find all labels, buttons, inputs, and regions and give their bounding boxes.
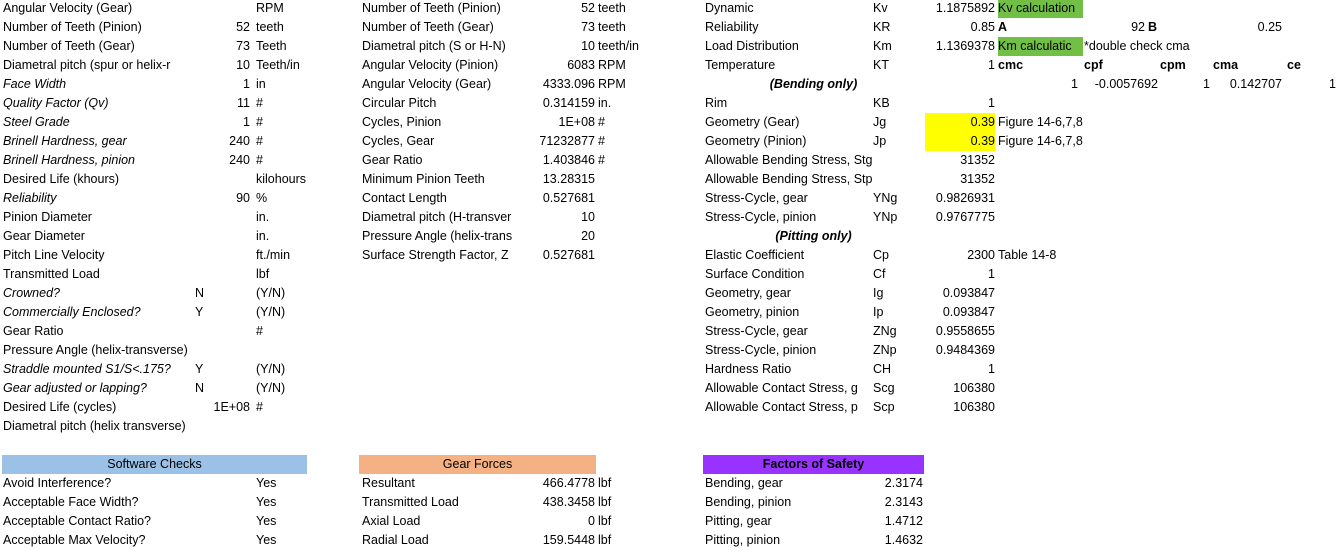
derived-label[interactable]: Circular Pitch [362, 96, 437, 110]
safety-value[interactable]: 1.4632 [884, 533, 923, 547]
input-unit[interactable]: kilohours [256, 172, 307, 186]
factor-label[interactable]: Stress-Cycle, gear [705, 191, 808, 205]
input-unit[interactable]: # [256, 134, 263, 148]
input-value[interactable] [195, 417, 250, 436]
input-value[interactable]: 1 [243, 77, 250, 91]
factor-symbol[interactable]: Jp [873, 134, 887, 148]
factor-label[interactable]: Rim [705, 96, 728, 110]
input-value[interactable] [195, 322, 250, 341]
factor-value[interactable]: 1 [988, 362, 995, 376]
factor-label[interactable]: Stress-Cycle, pinion [705, 343, 817, 357]
factor-note[interactable] [998, 151, 1108, 170]
input-value[interactable]: 11 [237, 96, 250, 110]
input-unit[interactable] [256, 417, 356, 436]
factor-symbol[interactable] [873, 151, 923, 170]
input-label[interactable]: Gear Ratio [3, 324, 64, 338]
derived-label[interactable]: Cycles, Pinion [362, 115, 442, 129]
factor-symbol[interactable]: ZNg [873, 324, 897, 338]
input-unit[interactable]: Teeth [256, 39, 287, 53]
input-label[interactable]: Gear adjusted or lapping? [3, 381, 147, 395]
derived-label[interactable]: Contact Length [362, 191, 447, 205]
derived-unit[interactable]: in. [598, 96, 612, 110]
factor-label[interactable]: Geometry, pinion [705, 305, 800, 319]
km-val-3[interactable]: 0.142707 [1229, 77, 1282, 91]
factor-note[interactable] [998, 189, 1108, 208]
factor-symbol[interactable]: CH [873, 362, 892, 376]
factor-symbol[interactable]: Jg [873, 115, 887, 129]
input-label[interactable]: Transmitted Load [3, 267, 100, 281]
input-value[interactable]: N [195, 286, 205, 300]
input-value[interactable]: 240 [229, 134, 250, 148]
derived-label[interactable]: Diametral pitch (S or H-N) [362, 39, 506, 53]
input-unit[interactable]: in [256, 77, 266, 91]
factor-symbol[interactable]: Scp [873, 400, 895, 414]
input-label[interactable]: Angular Velocity (Gear) [3, 1, 133, 15]
factor-label[interactable]: Reliability [705, 20, 759, 34]
km-note[interactable]: *double check cma [1084, 39, 1190, 53]
input-value[interactable]: 1E+08 [213, 400, 250, 414]
derived-value[interactable]: 4333.096 [542, 77, 595, 91]
input-label[interactable]: Quality Factor (Qv) [3, 96, 109, 110]
factor-value[interactable]: 0.9767775 [935, 210, 995, 224]
input-unit[interactable]: # [256, 115, 263, 129]
derived-unit[interactable]: teeth/in [598, 39, 640, 53]
factor-symbol[interactable] [873, 170, 923, 189]
km-cpm-header[interactable]: cpm [1160, 58, 1186, 72]
input-label[interactable]: Brinell Hardness, pinion [3, 153, 136, 167]
derived-value[interactable]: 71232877 [539, 134, 595, 148]
gear-force-unit[interactable]: lbf [598, 533, 612, 547]
gear-force-value[interactable]: 438.3458 [542, 495, 595, 509]
factor-label[interactable]: Stress-Cycle, pinion [705, 210, 817, 224]
input-value[interactable] [195, 227, 250, 246]
factor-note[interactable] [998, 379, 1108, 398]
derived-unit[interactable]: teeth [598, 20, 626, 34]
input-value[interactable] [195, 208, 250, 227]
input-label[interactable]: Desired Life (cycles) [3, 400, 117, 414]
input-label[interactable]: Steel Grade [3, 115, 70, 129]
factor-note[interactable] [998, 341, 1108, 360]
factor-symbol[interactable]: KR [873, 20, 891, 34]
factor-value[interactable]: 1.1875892 [935, 1, 995, 15]
input-unit[interactable]: # [256, 153, 263, 167]
software-check-value[interactable]: Yes [256, 514, 277, 528]
km-val-0[interactable]: 1 [1071, 77, 1078, 91]
factor-section-header[interactable]: (Pitting only) [775, 229, 852, 243]
factor-note[interactable] [998, 284, 1108, 303]
safety-label[interactable]: Bending, pinion [705, 495, 792, 509]
derived-value[interactable]: 73 [581, 20, 595, 34]
factor-value[interactable]: 0.39 [925, 132, 995, 151]
factor-value[interactable]: 31352 [960, 172, 995, 186]
gear-force-value[interactable]: 159.5448 [542, 533, 595, 547]
factor-symbol[interactable]: Kv [873, 1, 888, 15]
factor-label[interactable]: Hardness Ratio [705, 362, 792, 376]
km-b-label[interactable]: B [1148, 20, 1158, 34]
factor-value[interactable]: 0.9484369 [935, 343, 995, 357]
factor-value[interactable]: 106380 [953, 400, 995, 414]
input-unit[interactable]: (Y/N) [256, 305, 286, 319]
input-label[interactable]: Face Width [3, 77, 67, 91]
factor-symbol[interactable]: Km [873, 39, 892, 53]
input-value[interactable] [195, 246, 250, 265]
safety-value[interactable]: 2.3143 [884, 495, 923, 509]
factor-note[interactable]: A [998, 20, 1008, 34]
factor-label[interactable]: Stress-Cycle, gear [705, 324, 808, 338]
derived-label[interactable]: Number of Teeth (Gear) [362, 20, 494, 34]
software-check-value[interactable]: Yes [256, 533, 277, 547]
input-label[interactable]: Pressure Angle (helix-transverse) [3, 343, 188, 357]
factor-value[interactable]: 1.1369378 [935, 39, 995, 53]
factor-value[interactable]: 0.9826931 [935, 191, 995, 205]
factor-value[interactable]: 0.39 [925, 113, 995, 132]
factor-value[interactable]: 1 [988, 267, 995, 281]
input-value[interactable]: Y [195, 362, 204, 376]
software-checks-header[interactable]: Software Checks [2, 455, 307, 474]
input-label[interactable]: Number of Teeth (Pinion) [3, 20, 142, 34]
input-value[interactable]: 1 [243, 115, 250, 129]
derived-value[interactable]: 20 [581, 229, 595, 243]
derived-label[interactable]: Cycles, Gear [362, 134, 435, 148]
input-unit[interactable]: (Y/N) [256, 362, 286, 376]
gear-forces-header[interactable]: Gear Forces [359, 455, 596, 474]
factor-note[interactable]: Table 14-8 [998, 248, 1057, 262]
km-ce-header[interactable]: ce [1287, 58, 1301, 72]
input-unit[interactable]: lbf [256, 267, 270, 281]
software-check-label[interactable]: Acceptable Max Velocity? [3, 533, 146, 547]
derived-unit[interactable] [598, 208, 698, 227]
input-value[interactable]: N [195, 381, 205, 395]
derived-value[interactable]: 6083 [567, 58, 595, 72]
input-label[interactable]: Reliability [3, 191, 57, 205]
factor-symbol[interactable]: YNg [873, 191, 898, 205]
derived-value[interactable]: 52 [581, 1, 595, 15]
input-label[interactable]: Crowned? [3, 286, 60, 300]
input-unit[interactable]: # [256, 400, 263, 414]
input-unit[interactable] [256, 341, 356, 360]
input-label[interactable]: Number of Teeth (Gear) [3, 39, 135, 53]
input-unit[interactable]: RPM [256, 1, 284, 15]
factor-value[interactable]: 2300 [967, 248, 995, 262]
software-check-label[interactable]: Avoid Interference? [3, 476, 112, 490]
gear-force-unit[interactable]: lbf [598, 514, 612, 528]
safety-value[interactable]: 2.3174 [884, 476, 923, 490]
input-value[interactable]: 52 [236, 20, 250, 34]
input-label[interactable]: Pinion Diameter [3, 210, 92, 224]
factor-note[interactable] [998, 303, 1108, 322]
input-label[interactable]: Straddle mounted S1/S<.175? [3, 362, 171, 376]
derived-unit[interactable]: teeth [598, 1, 626, 15]
factor-label[interactable]: Dynamic [705, 1, 754, 15]
software-check-value[interactable]: Yes [256, 476, 277, 490]
factor-value[interactable]: 0.093847 [942, 286, 995, 300]
input-value[interactable] [195, 341, 250, 360]
gear-force-unit[interactable]: lbf [598, 495, 612, 509]
gear-force-value[interactable]: 0 [588, 514, 595, 528]
factor-section-header[interactable]: (Bending only) [769, 77, 858, 91]
derived-value[interactable]: 0.527681 [542, 248, 595, 262]
input-label[interactable]: Pitch Line Velocity [3, 248, 105, 262]
derived-unit[interactable] [598, 170, 698, 189]
factor-label[interactable]: Geometry, gear [705, 286, 791, 300]
derived-unit[interactable] [598, 227, 698, 246]
factor-value[interactable]: 0.9558655 [935, 324, 995, 338]
km-val-2[interactable]: 1 [1203, 77, 1210, 91]
derived-unit[interactable]: # [598, 153, 605, 167]
derived-label[interactable]: Diametral pitch (H-transver [362, 210, 512, 224]
gear-force-label[interactable]: Transmitted Load [362, 495, 459, 509]
factor-symbol[interactable]: Ip [873, 305, 884, 319]
derived-unit[interactable]: RPM [598, 77, 626, 91]
derived-label[interactable]: Angular Velocity (Gear) [362, 77, 492, 91]
factor-note[interactable] [998, 265, 1108, 284]
input-value[interactable]: 73 [236, 39, 250, 53]
factor-label[interactable]: Surface Condition [705, 267, 805, 281]
derived-unit[interactable]: RPM [598, 58, 626, 72]
factor-value[interactable]: 0.85 [970, 20, 995, 34]
factor-label[interactable]: Load Distribution [705, 39, 799, 53]
factor-symbol[interactable]: Ig [873, 286, 884, 300]
gear-force-label[interactable]: Resultant [362, 476, 415, 490]
factor-label[interactable]: Allowable Bending Stress, Stg [705, 153, 872, 167]
derived-value[interactable]: 10 [581, 210, 595, 224]
factor-label[interactable]: Allowable Contact Stress, g [705, 381, 858, 395]
input-unit[interactable]: in. [256, 210, 270, 224]
factor-value[interactable]: 0.093847 [942, 305, 995, 319]
gear-force-label[interactable]: Axial Load [362, 514, 421, 528]
km-cma-header[interactable]: cma [1213, 58, 1239, 72]
km-b2-value[interactable]: 0.25 [1257, 20, 1282, 34]
software-check-value[interactable]: Yes [256, 495, 277, 509]
factor-value[interactable]: 1 [988, 58, 995, 72]
input-value[interactable]: 10 [236, 58, 250, 72]
factor-symbol[interactable]: YNp [873, 210, 898, 224]
safety-value[interactable]: 1.4712 [884, 514, 923, 528]
derived-label[interactable]: Pressure Angle (helix-trans [362, 229, 513, 243]
factor-note[interactable]: cmc [998, 58, 1024, 72]
factor-symbol[interactable]: Scg [873, 381, 895, 395]
factor-label[interactable]: Allowable Bending Stress, Stp [705, 172, 872, 186]
km-val-4[interactable]: 1 [1329, 77, 1336, 91]
factor-symbol[interactable]: KT [873, 58, 889, 72]
factor-label[interactable]: Temperature [705, 58, 776, 72]
input-value[interactable] [195, 0, 250, 18]
input-value[interactable] [195, 265, 250, 284]
factor-note[interactable] [998, 360, 1108, 379]
factor-label[interactable]: Geometry (Pinion) [705, 134, 807, 148]
input-value[interactable] [195, 170, 250, 189]
input-unit[interactable]: teeth [256, 20, 284, 34]
factor-value[interactable]: 31352 [960, 153, 995, 167]
input-label[interactable]: Brinell Hardness, gear [3, 134, 127, 148]
factor-note[interactable]: Kv calculation [998, 0, 1083, 18]
input-value[interactable]: 240 [229, 153, 250, 167]
input-value[interactable]: Y [195, 305, 204, 319]
factor-note[interactable] [998, 398, 1108, 417]
derived-value[interactable]: 0.314159 [542, 96, 595, 110]
factor-note[interactable]: Figure 14-6,7,8 [998, 115, 1083, 129]
km-val-1[interactable]: -0.0057692 [1094, 77, 1158, 91]
derived-label[interactable]: Surface Strength Factor, Z [362, 248, 509, 262]
input-unit[interactable]: in. [256, 229, 270, 243]
factor-label[interactable]: Geometry (Gear) [705, 115, 800, 129]
derived-label[interactable]: Gear Ratio [362, 153, 423, 167]
factor-value[interactable]: 1 [988, 96, 995, 110]
derived-label[interactable]: Number of Teeth (Pinion) [362, 1, 501, 15]
km-cpf-header[interactable]: cpf [1084, 58, 1103, 72]
factors-of-safety-header[interactable]: Factors of Safety [703, 455, 924, 474]
derived-value[interactable]: 10 [581, 39, 595, 53]
factor-value[interactable]: 106380 [953, 381, 995, 395]
derived-value[interactable]: 0.527681 [542, 191, 595, 205]
gear-force-label[interactable]: Radial Load [362, 533, 429, 547]
safety-label[interactable]: Pitting, pinion [705, 533, 781, 547]
input-unit[interactable]: # [256, 96, 263, 110]
factor-note[interactable] [998, 170, 1108, 189]
derived-label[interactable]: Angular Velocity (Pinion) [362, 58, 499, 72]
input-unit[interactable]: ft./min [256, 248, 291, 262]
input-value[interactable]: 90 [236, 191, 250, 205]
derived-value[interactable]: 1E+08 [558, 115, 595, 129]
factor-symbol[interactable]: Cf [873, 267, 886, 281]
software-check-label[interactable]: Acceptable Contact Ratio? [3, 514, 152, 528]
km-b-value[interactable]: 92 [1131, 20, 1145, 34]
input-unit[interactable]: (Y/N) [256, 381, 286, 395]
input-label[interactable]: Diametral pitch (spur or helix-r [3, 58, 171, 72]
derived-value[interactable]: 13.28315 [542, 172, 595, 186]
factor-symbol[interactable]: KB [873, 96, 890, 110]
factor-symbol[interactable]: ZNp [873, 343, 897, 357]
factor-symbol[interactable]: Cp [873, 248, 889, 262]
factor-label[interactable]: Elastic Coefficient [705, 248, 805, 262]
input-unit[interactable]: (Y/N) [256, 286, 286, 300]
software-check-label[interactable]: Acceptable Face Width? [3, 495, 139, 509]
derived-unit[interactable] [598, 246, 698, 265]
factor-note[interactable] [998, 208, 1108, 227]
input-label[interactable]: Desired Life (khours) [3, 172, 120, 186]
factor-label[interactable]: Allowable Contact Stress, p [705, 400, 858, 414]
factor-note[interactable]: Km calculatic [998, 37, 1083, 56]
factor-note[interactable]: Figure 14-6,7,8 [998, 134, 1083, 148]
input-label[interactable]: Commercially Enclosed? [3, 305, 141, 319]
derived-value[interactable]: 1.403846 [542, 153, 595, 167]
input-unit[interactable]: % [256, 191, 268, 205]
derived-unit[interactable]: # [598, 134, 605, 148]
derived-label[interactable]: Minimum Pinion Teeth [362, 172, 485, 186]
input-label[interactable]: Diametral pitch (helix transverse) [3, 419, 186, 433]
gear-force-value[interactable]: 466.4778 [542, 476, 595, 490]
gear-force-unit[interactable]: lbf [598, 476, 612, 490]
input-unit[interactable]: Teeth/in [256, 58, 300, 72]
factor-note[interactable] [998, 94, 1108, 113]
safety-label[interactable]: Pitting, gear [705, 514, 772, 528]
safety-label[interactable]: Bending, gear [705, 476, 783, 490]
derived-unit[interactable] [598, 189, 698, 208]
input-unit[interactable]: # [256, 324, 263, 338]
factor-note[interactable] [998, 322, 1108, 341]
input-label[interactable]: Gear Diameter [3, 229, 85, 243]
derived-unit[interactable]: # [598, 115, 605, 129]
